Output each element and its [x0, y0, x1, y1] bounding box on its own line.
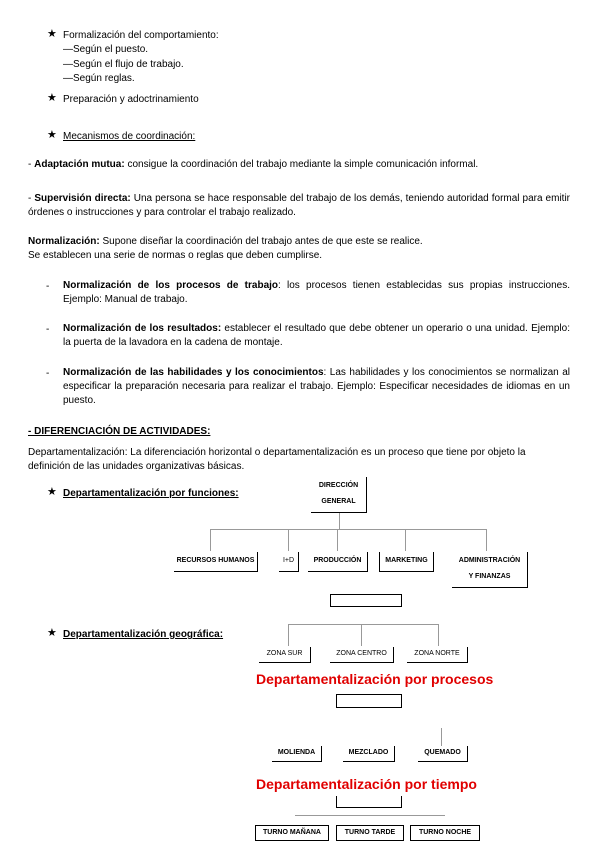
bullet-label: Normalización de las habilidades y los conocimientos: [63, 367, 324, 378]
star-bullet-icon: ★: [47, 486, 57, 498]
dash-bullet: -: [46, 368, 50, 379]
adaptacion-label: Adaptación mutua:: [34, 159, 125, 170]
bullet-text: : los procesos tienen establecidas sus propias instrucciones. Ejemplo: Manual de trabajo.: [63, 280, 570, 305]
bullet-resultados: [63, 322, 570, 350]
org-box-turno-manana: TURNO MAÑANA: [255, 825, 329, 841]
org-connector: [336, 707, 402, 708]
org-connector: [210, 529, 211, 551]
org-box-label: GENERAL: [321, 498, 356, 505]
bullet-habilidades: [63, 366, 570, 408]
normalizacion-label: Normalización:: [28, 236, 100, 247]
org-box-direccion: [311, 477, 367, 513]
bullet-text: : Las habilidades y los conocimientos se normalizan al especificar la preparación necesaria para realizar el trabajo. Ejemplo: Especificar necesidades de idiomas en un puesto.: [63, 367, 571, 406]
org-box-label: ADMINISTRACIÓN: [458, 557, 521, 564]
adaptacion-paragraph: - Adaptación mutua: consigue la coordinación del trabajo mediante la simple comunicación informal.: [28, 159, 479, 170]
org-box-rrhh: RECURSOS HUMANOS: [174, 552, 258, 572]
preparacion-item: Preparación y adoctrinamiento: [63, 94, 199, 105]
org-connector: [330, 594, 331, 607]
org-box-admin: [452, 552, 528, 588]
org-box-quemado: QUEMADO: [418, 746, 468, 762]
org-connector: [438, 624, 439, 646]
org-connector: [401, 694, 402, 708]
dash-bullet: -: [46, 281, 50, 292]
formalizacion-item: —Según reglas.: [63, 73, 135, 84]
supervision-text: Una persona se hace responsable del trabajo de los demás, teniendo autoridad formal para emitir órdenes o instrucciones y para controlar el trabajo realizado.: [28, 193, 570, 218]
org-box-zona-sur: ZONA SUR: [259, 647, 311, 663]
org-box-zona-norte: ZONA NORTE: [407, 647, 468, 663]
org-box-label: DIRECCIÓN: [318, 482, 359, 489]
normalizacion-text: Supone diseñar la coordinación del trabajo antes de que este se realice.: [99, 236, 423, 247]
dep-procesos-title: Departamentalización por procesos: [256, 671, 494, 687]
org-box-turno-tarde: TURNO TARDE: [336, 825, 404, 841]
dash-bullet: -: [46, 324, 50, 335]
diferenciacion-heading: - DIFERENCIACIÓN DE ACTIVIDADES:: [28, 426, 211, 437]
formalizacion-item: —Según el puesto.: [63, 44, 149, 55]
bullet-procesos: [63, 279, 570, 307]
org-connector: [330, 594, 402, 595]
formalizacion-item: —Según el flujo de trabajo.: [63, 59, 184, 70]
star-bullet-icon: ★: [47, 129, 57, 141]
star-bullet-icon: ★: [47, 627, 57, 639]
org-connector: [337, 529, 338, 551]
normalizacion-text2: Se establecen una serie de normas o reglas que deben cumplirse.: [28, 250, 323, 261]
org-connector: [336, 807, 402, 808]
org-connector: [288, 624, 289, 646]
adaptacion-text: consigue la coordinación del trabajo mediante la simple comunicación informal.: [124, 159, 479, 170]
org-box-marketing: MARKETING: [379, 552, 434, 572]
formalizacion-title: Formalización del comportamiento:: [63, 30, 219, 41]
org-connector: [210, 529, 486, 530]
normalizacion-paragraph: [28, 235, 570, 263]
diferenciacion-paragraph: Departamentalización: La diferenciación horizontal o departamentalización es un proceso que tiene por objeto la definición de las unidades organizativas básicas.: [28, 447, 526, 472]
org-box-molienda: MOLIENDA: [272, 746, 322, 762]
org-connector: [288, 529, 289, 551]
org-connector: [330, 606, 402, 607]
org-connector: [441, 728, 442, 746]
mecanismos-heading: Mecanismos de coordinación:: [63, 131, 196, 142]
org-box-turno-noche: TURNO NOCHE: [410, 825, 480, 841]
bullet-label: Normalización de los procesos de trabajo: [63, 280, 279, 291]
org-box-mezclado: MEZCLADO: [343, 746, 395, 762]
supervision-paragraph: - Supervisión directa: Una persona se hace responsable del trabajo de los demás, teniendo autoridad formal para emitir órdenes o instrucciones y para controlar el trabajo realizado.: [28, 193, 570, 218]
org-box-produccion: PRODUCCIÓN: [308, 552, 368, 572]
org-connector: [339, 513, 340, 529]
org-connector: [336, 694, 402, 695]
org-connector: [401, 796, 402, 808]
org-connector: [288, 624, 438, 625]
org-connector: [336, 694, 337, 708]
org-connector: [295, 815, 445, 816]
dep-geografica-title: Departamentalización geográfica:: [63, 629, 224, 640]
supervision-label: Supervisión directa:: [34, 193, 131, 204]
org-box-label: Y FINANZAS: [468, 573, 511, 580]
org-connector: [405, 529, 406, 551]
org-box-id: I+D: [279, 552, 299, 572]
org-box-zona-centro: ZONA CENTRO: [330, 647, 394, 663]
org-connector: [401, 594, 402, 607]
star-bullet-icon: ★: [47, 28, 57, 40]
dep-funciones-title: Departamentalización por funciones:: [63, 488, 239, 499]
dep-tiempo-title: Departamentalización por tiempo: [256, 776, 477, 792]
org-connector: [361, 624, 362, 646]
bullet-text: establecer el resultado que debe obtener un operario o una unidad. Ejemplo: la puerta de la lavadora en la cadena de montaje.: [63, 323, 570, 348]
org-connector: [486, 529, 487, 551]
bullet-label: Normalización de los resultados:: [63, 323, 222, 334]
star-bullet-icon: ★: [47, 92, 57, 104]
